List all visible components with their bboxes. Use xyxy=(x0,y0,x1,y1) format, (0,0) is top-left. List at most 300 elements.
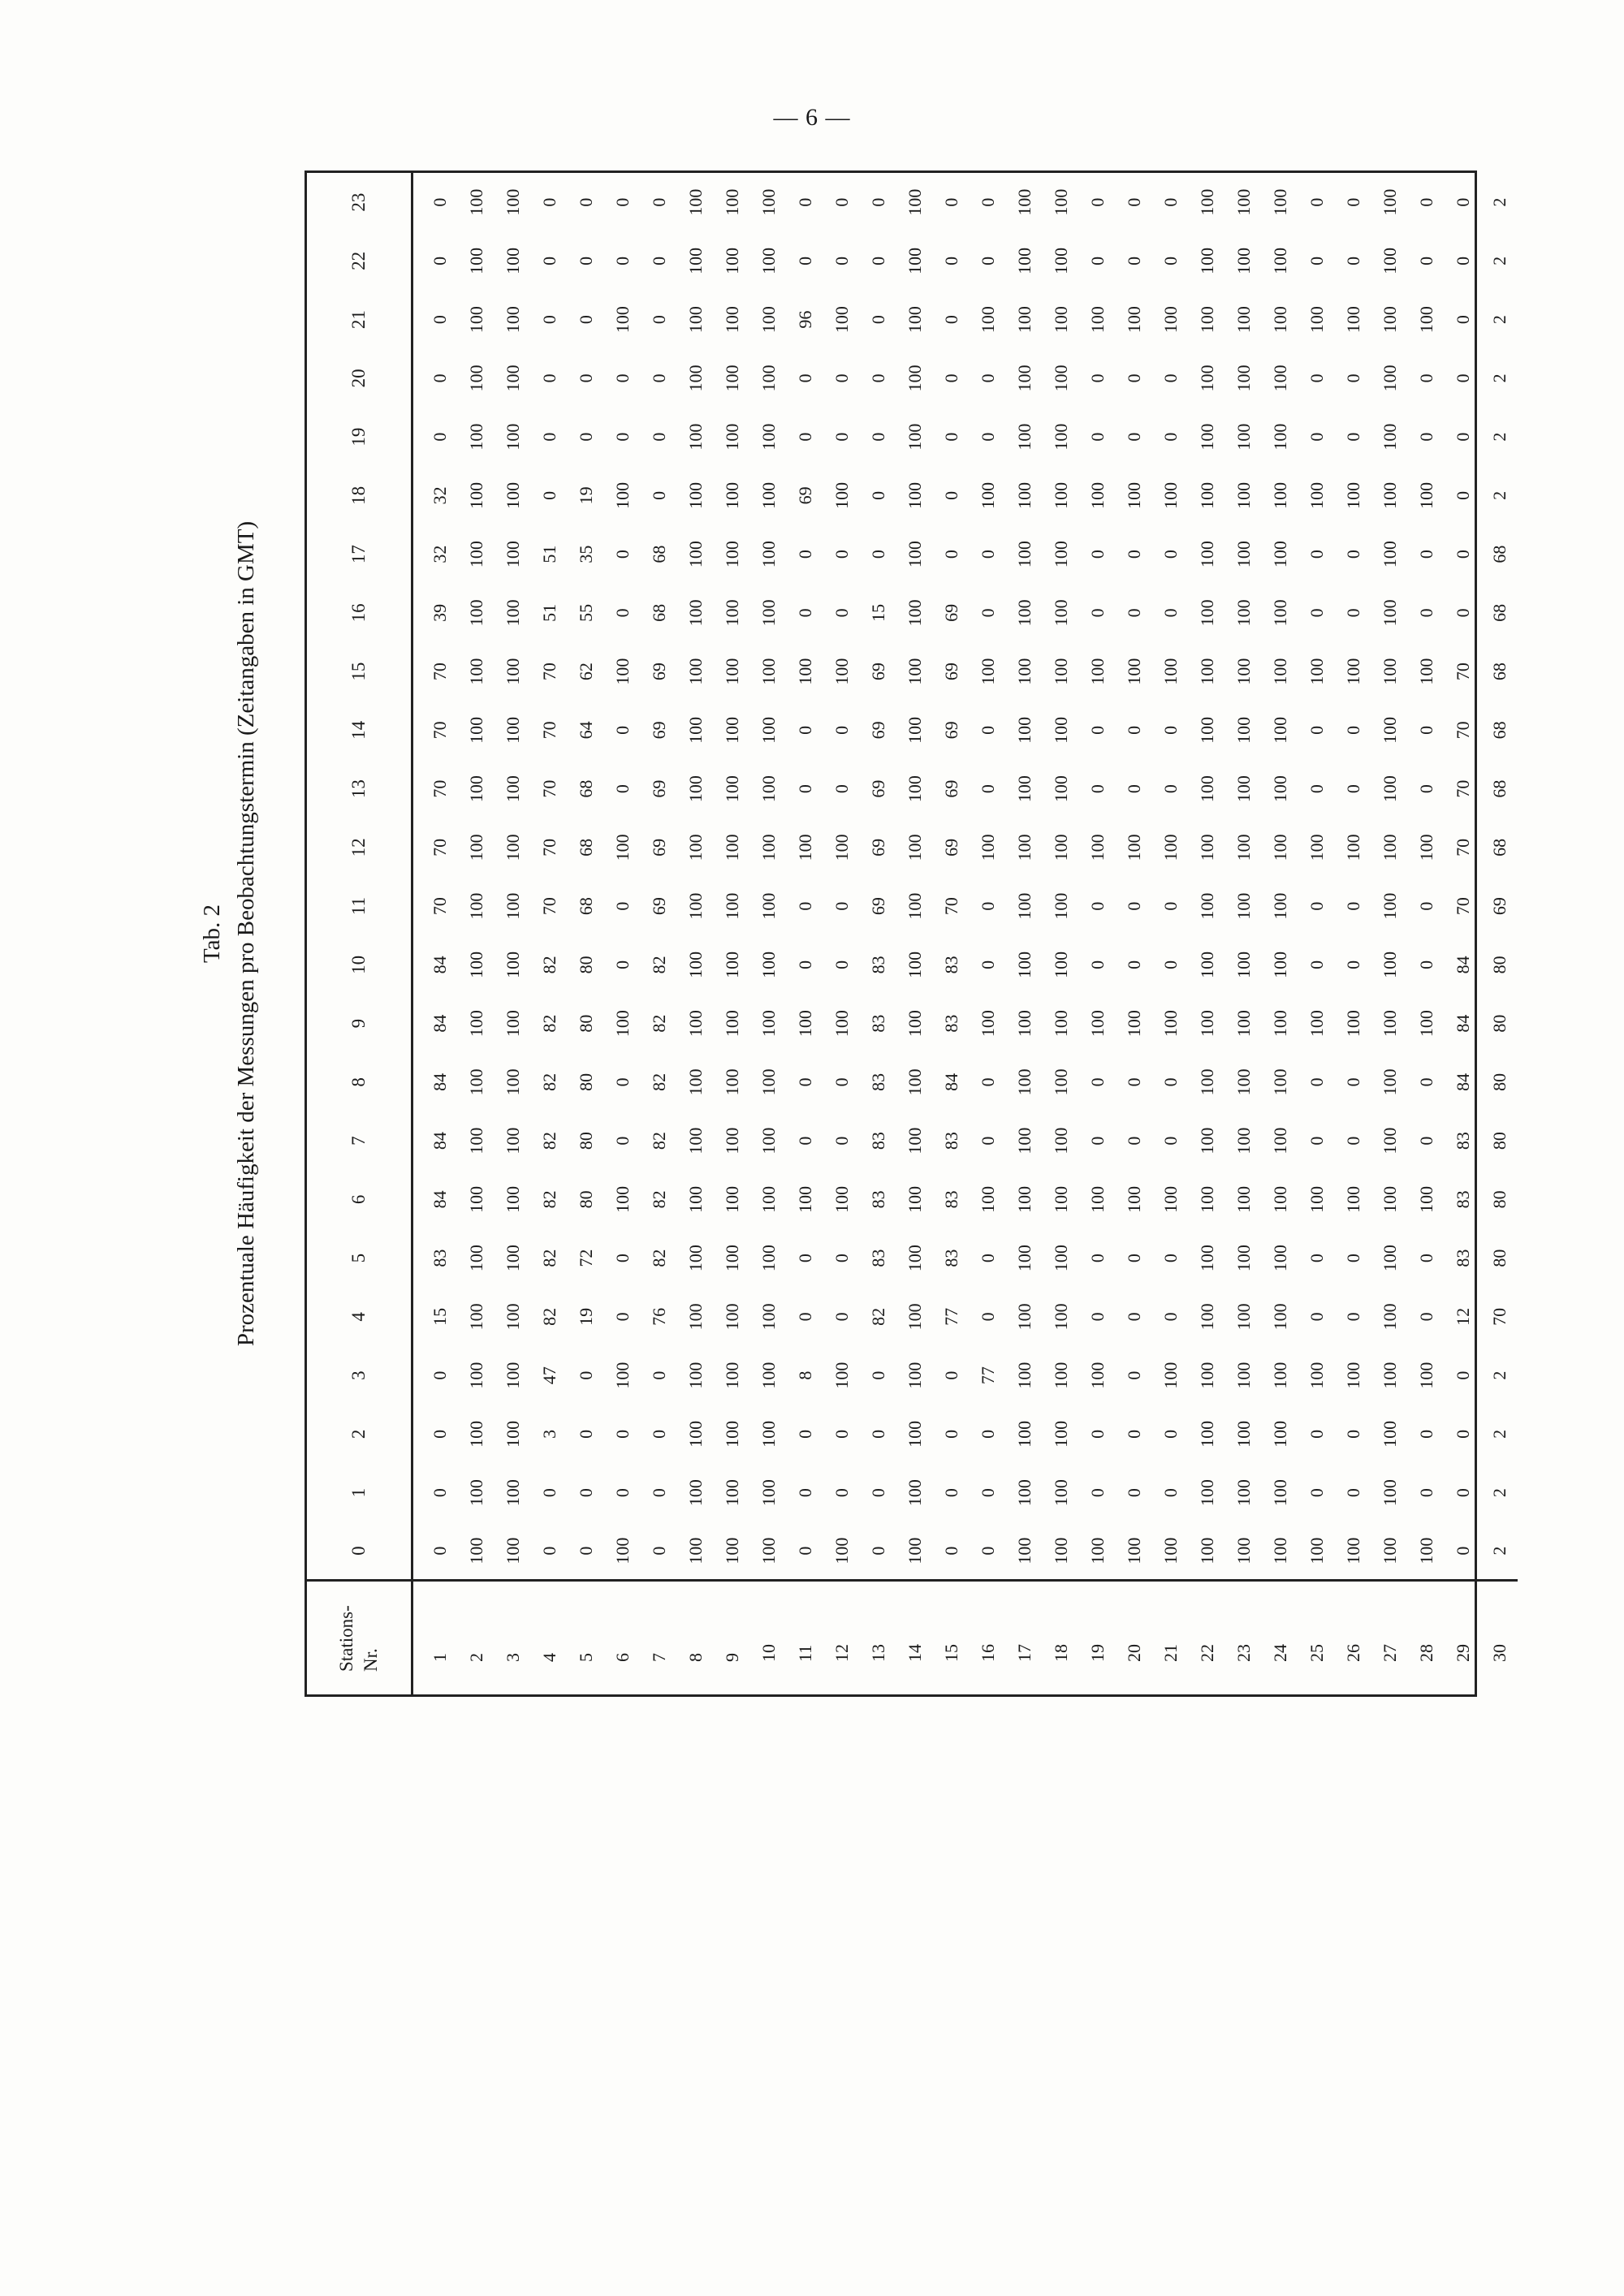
value-cell: 83 xyxy=(868,1014,888,1033)
value-cell: 0 xyxy=(1453,432,1473,442)
value-cell: 0 xyxy=(1124,1488,1144,1498)
value-cell: 100 xyxy=(1343,1010,1363,1038)
hour-header-14: 14 xyxy=(307,701,412,759)
station-number-cell: 1 xyxy=(412,1581,459,1694)
value-cell: 0 xyxy=(1416,1488,1436,1498)
value-cell: 0 xyxy=(1160,1312,1181,1322)
value-cell: 100 xyxy=(1014,1185,1034,1213)
value-cell: 100 xyxy=(1380,658,1400,685)
value-cell: 100 xyxy=(905,1185,925,1213)
value-cell: 100 xyxy=(1051,775,1071,803)
value-cell: 100 xyxy=(1233,365,1254,392)
value-cell: 100 xyxy=(978,306,998,334)
value-cell: 100 xyxy=(1160,1185,1181,1213)
value-cell: 69 xyxy=(868,779,888,798)
value-cell: 80 xyxy=(576,1072,596,1091)
value-cell: 0 xyxy=(978,1429,998,1439)
value-cell: 100 xyxy=(1270,365,1290,392)
value-cell: 0 xyxy=(868,550,888,559)
station-number-cell: 17 xyxy=(1006,1581,1043,1694)
table-row xyxy=(1152,173,1189,1694)
value-cell: 0 xyxy=(831,432,852,442)
value-cell: 100 xyxy=(1197,1010,1217,1038)
value-cell: 100 xyxy=(1014,834,1034,861)
value-cell: 100 xyxy=(1380,775,1400,803)
station-number-cell: 16 xyxy=(970,1581,1006,1694)
value-cell: 0 xyxy=(1343,901,1363,911)
value-cell: 100 xyxy=(503,775,523,803)
value-cell: 84 xyxy=(1453,1014,1473,1033)
value-cell: 100 xyxy=(1380,1303,1400,1331)
value-cell: 100 xyxy=(1014,716,1034,744)
value-cell: 0 xyxy=(649,490,669,500)
value-cell: 100 xyxy=(905,892,925,920)
value-cell: 70 xyxy=(430,779,450,798)
value-cell: 0 xyxy=(1160,256,1181,265)
value-cell: 70 xyxy=(1453,721,1473,740)
table-header-row xyxy=(307,173,412,1694)
value-cell: 0 xyxy=(1124,432,1144,442)
value-cell: 0 xyxy=(1124,901,1144,911)
value-cell: 0 xyxy=(612,1429,633,1439)
value-cell: 100 xyxy=(795,658,815,685)
value-cell: 100 xyxy=(758,951,779,978)
value-cell: 0 xyxy=(612,1254,633,1263)
value-cell: 100 xyxy=(1160,481,1181,509)
value-cell: 100 xyxy=(905,599,925,627)
value-cell: 0 xyxy=(430,373,450,383)
value-cell: 100 xyxy=(1014,541,1034,568)
value-cell: 100 xyxy=(1380,892,1400,920)
value-cell: 0 xyxy=(1160,960,1181,969)
value-cell: 0 xyxy=(1343,1488,1363,1498)
value-cell: 100 xyxy=(1087,658,1108,685)
value-cell: 100 xyxy=(1197,247,1217,274)
hour-header-11: 11 xyxy=(307,877,412,935)
value-cell: 0 xyxy=(1307,256,1327,265)
value-cell: 100 xyxy=(831,1537,852,1564)
table-row xyxy=(1445,173,1481,1694)
value-cell: 100 xyxy=(1197,365,1217,392)
value-cell: 0 xyxy=(1416,1429,1436,1439)
value-cell: 100 xyxy=(685,1010,706,1038)
value-cell: 0 xyxy=(795,608,815,618)
value-cell: 12 xyxy=(1453,1307,1473,1326)
hour-header-3: 3 xyxy=(307,1346,412,1405)
value-cell: 80 xyxy=(1489,1132,1510,1150)
value-cell: 2 xyxy=(1489,256,1510,265)
value-cell: 84 xyxy=(941,1072,961,1091)
value-cell: 100 xyxy=(758,658,779,685)
value-cell: 51 xyxy=(539,545,559,563)
value-cell: 100 xyxy=(1380,365,1400,392)
value-cell: 0 xyxy=(576,432,596,442)
value-cell: 0 xyxy=(430,256,450,265)
value-cell: 100 xyxy=(612,658,633,685)
table-row xyxy=(1189,173,1225,1694)
value-cell: 100 xyxy=(758,1245,779,1272)
value-cell: 0 xyxy=(1160,1254,1181,1263)
value-cell: 0 xyxy=(1343,550,1363,559)
value-cell: 100 xyxy=(758,1420,779,1448)
value-cell: 100 xyxy=(1124,481,1144,509)
hour-header-18: 18 xyxy=(307,466,412,524)
value-cell: 0 xyxy=(1124,373,1144,383)
value-cell: 100 xyxy=(1051,599,1071,627)
value-cell: 100 xyxy=(1014,1068,1034,1096)
value-cell: 100 xyxy=(1014,188,1034,216)
value-cell: 0 xyxy=(576,315,596,325)
value-cell: 0 xyxy=(941,1488,961,1498)
value-cell: 0 xyxy=(978,197,998,207)
value-cell: 100 xyxy=(1416,658,1436,685)
station-number-cell: 14 xyxy=(896,1581,933,1694)
value-cell: 100 xyxy=(1014,1303,1034,1331)
value-cell: 0 xyxy=(1087,550,1108,559)
value-cell: 100 xyxy=(1197,1127,1217,1154)
value-cell: 0 xyxy=(941,315,961,325)
value-cell: 0 xyxy=(831,1136,852,1146)
value-cell: 100 xyxy=(1343,1537,1363,1564)
value-cell: 100 xyxy=(722,541,742,568)
station-number-cell: 21 xyxy=(1152,1581,1189,1694)
value-cell: 0 xyxy=(430,315,450,325)
table-row xyxy=(714,173,750,1694)
value-cell: 100 xyxy=(1343,658,1363,685)
value-cell: 0 xyxy=(1087,373,1108,383)
station-number-cell: 28 xyxy=(1408,1581,1445,1694)
value-cell: 0 xyxy=(978,1546,998,1556)
value-cell: 100 xyxy=(503,1127,523,1154)
value-cell: 100 xyxy=(722,1068,742,1096)
value-cell: 100 xyxy=(685,716,706,744)
value-cell: 100 xyxy=(1197,1185,1217,1213)
value-cell: 100 xyxy=(1014,481,1034,509)
value-cell: 100 xyxy=(1270,1068,1290,1096)
value-cell: 0 xyxy=(1160,1429,1181,1439)
table-row xyxy=(1481,173,1518,1694)
value-cell: 100 xyxy=(1051,1245,1071,1272)
value-cell: 100 xyxy=(1014,1537,1034,1564)
value-cell: 100 xyxy=(1270,1245,1290,1272)
table-row xyxy=(568,173,604,1694)
value-cell: 100 xyxy=(978,481,998,509)
station-number-cell: 25 xyxy=(1298,1581,1335,1694)
value-cell: 0 xyxy=(1087,901,1108,911)
value-cell: 100 xyxy=(1197,1479,1217,1507)
value-cell: 82 xyxy=(539,1190,559,1209)
value-cell: 68 xyxy=(576,897,596,916)
value-cell: 32 xyxy=(430,486,450,505)
value-cell: 100 xyxy=(905,1010,925,1038)
hour-header-1: 1 xyxy=(307,1464,412,1522)
value-cell: 0 xyxy=(795,725,815,735)
value-cell: 0 xyxy=(978,901,998,911)
value-cell: 100 xyxy=(1270,1185,1290,1213)
value-cell: 100 xyxy=(1124,1185,1144,1213)
value-cell: 0 xyxy=(941,1546,961,1556)
value-cell: 100 xyxy=(722,188,742,216)
value-cell: 100 xyxy=(1233,775,1254,803)
value-cell: 0 xyxy=(795,1077,815,1087)
value-cell: 0 xyxy=(831,1312,852,1322)
value-cell: 0 xyxy=(868,197,888,207)
value-cell: 100 xyxy=(1233,1420,1254,1448)
value-cell: 100 xyxy=(1270,834,1290,861)
station-number-cell: 30 xyxy=(1481,1581,1518,1694)
value-cell: 100 xyxy=(466,658,486,685)
value-cell: 100 xyxy=(685,481,706,509)
value-cell: 0 xyxy=(1416,1312,1436,1322)
value-cell: 100 xyxy=(1197,834,1217,861)
value-cell: 100 xyxy=(466,1245,486,1272)
value-cell: 100 xyxy=(1270,247,1290,274)
station-number-cell: 5 xyxy=(568,1581,604,1694)
value-cell: 100 xyxy=(758,306,779,334)
value-cell: 0 xyxy=(1416,550,1436,559)
hour-header-23: 23 xyxy=(307,173,412,231)
value-cell: 83 xyxy=(941,956,961,974)
value-cell: 100 xyxy=(1233,188,1254,216)
value-cell: 8 xyxy=(795,1370,815,1380)
value-cell: 100 xyxy=(1160,658,1181,685)
value-cell: 70 xyxy=(539,838,559,857)
value-cell: 100 xyxy=(685,892,706,920)
station-number-cell: 2 xyxy=(458,1581,495,1694)
value-cell: 100 xyxy=(905,1303,925,1331)
value-cell: 55 xyxy=(576,603,596,622)
value-cell: 39 xyxy=(430,603,450,622)
table-caption xyxy=(195,170,292,1697)
value-cell: 100 xyxy=(1233,951,1254,978)
value-cell: 80 xyxy=(576,1190,596,1209)
value-cell: 100 xyxy=(1051,1068,1071,1096)
value-cell: 100 xyxy=(466,1479,486,1507)
value-cell: 100 xyxy=(1014,892,1034,920)
value-cell: 0 xyxy=(649,256,669,265)
value-cell: 100 xyxy=(466,951,486,978)
table-row xyxy=(604,173,641,1694)
value-cell: 0 xyxy=(795,1312,815,1322)
value-cell: 100 xyxy=(722,716,742,744)
value-cell: 100 xyxy=(466,188,486,216)
station-header-line-2: Nr. xyxy=(361,1648,381,1672)
value-cell: 100 xyxy=(905,423,925,451)
value-cell: 100 xyxy=(1087,834,1108,861)
value-cell: 100 xyxy=(978,658,998,685)
value-cell: 2 xyxy=(1489,1546,1510,1556)
table-row xyxy=(896,173,933,1694)
value-cell: 100 xyxy=(1233,481,1254,509)
value-cell: 0 xyxy=(539,373,559,383)
value-cell: 0 xyxy=(978,784,998,794)
value-cell: 100 xyxy=(1270,423,1290,451)
table-title: Prozentuale Häufigkeit der Messungen pro Beobachtungstermin (Zeitangaben in GMT) xyxy=(233,520,259,1347)
value-cell: 0 xyxy=(576,1370,596,1380)
value-cell: 100 xyxy=(722,1420,742,1448)
station-number-cell: 12 xyxy=(823,1581,860,1694)
value-cell: 100 xyxy=(1197,658,1217,685)
value-cell: 68 xyxy=(576,838,596,857)
value-cell: 100 xyxy=(831,658,852,685)
value-cell: 100 xyxy=(1270,599,1290,627)
value-cell: 83 xyxy=(941,1132,961,1150)
value-cell: 83 xyxy=(868,956,888,974)
value-cell: 0 xyxy=(1416,784,1436,794)
value-cell: 70 xyxy=(430,838,450,857)
value-cell: 100 xyxy=(503,1537,523,1564)
station-number-cell: 10 xyxy=(750,1581,787,1694)
value-cell: 100 xyxy=(503,1420,523,1448)
value-cell: 0 xyxy=(576,1488,596,1498)
value-cell: 0 xyxy=(649,432,669,442)
value-cell: 2 xyxy=(1489,1370,1510,1380)
value-cell: 100 xyxy=(758,1479,779,1507)
table-row xyxy=(1335,173,1371,1694)
value-cell: 0 xyxy=(1453,315,1473,325)
value-cell: 100 xyxy=(722,423,742,451)
value-cell: 100 xyxy=(758,716,779,744)
value-cell: 100 xyxy=(1051,892,1071,920)
table-row xyxy=(1371,173,1408,1694)
value-cell: 100 xyxy=(905,658,925,685)
value-cell: 0 xyxy=(1160,1077,1181,1087)
value-cell: 100 xyxy=(831,834,852,861)
value-cell: 100 xyxy=(1124,658,1144,685)
value-cell: 100 xyxy=(1416,1185,1436,1213)
value-cell: 0 xyxy=(868,315,888,325)
value-cell: 70 xyxy=(430,897,450,916)
value-cell: 0 xyxy=(1160,373,1181,383)
value-cell: 0 xyxy=(1124,608,1144,618)
value-cell: 100 xyxy=(503,306,523,334)
value-cell: 69 xyxy=(795,486,815,505)
value-cell: 3 xyxy=(539,1429,559,1439)
value-cell: 100 xyxy=(1051,541,1071,568)
value-cell: 0 xyxy=(831,608,852,618)
value-cell: 0 xyxy=(539,315,559,325)
value-cell: 0 xyxy=(831,784,852,794)
value-cell: 100 xyxy=(466,423,486,451)
station-number-cell: 26 xyxy=(1335,1581,1371,1694)
value-cell: 0 xyxy=(1343,197,1363,207)
value-cell: 0 xyxy=(1160,725,1181,735)
value-cell: 0 xyxy=(868,432,888,442)
value-cell: 0 xyxy=(576,256,596,265)
value-cell: 100 xyxy=(758,541,779,568)
value-cell: 100 xyxy=(1270,306,1290,334)
value-cell: 0 xyxy=(1307,197,1327,207)
value-cell: 100 xyxy=(1380,1537,1400,1564)
value-cell: 100 xyxy=(685,247,706,274)
value-cell: 100 xyxy=(1197,481,1217,509)
value-cell: 0 xyxy=(1307,960,1327,969)
value-cell: 0 xyxy=(1343,1077,1363,1087)
station-number-cell: 4 xyxy=(531,1581,568,1694)
value-cell: 100 xyxy=(466,247,486,274)
hour-header-13: 13 xyxy=(307,760,412,818)
table-row xyxy=(412,173,459,1694)
value-cell: 100 xyxy=(831,481,852,509)
value-cell: 100 xyxy=(1307,1362,1327,1389)
value-cell: 100 xyxy=(612,1362,633,1389)
value-cell: 0 xyxy=(1416,1077,1436,1087)
value-cell: 0 xyxy=(978,373,998,383)
value-cell: 100 xyxy=(1270,1420,1290,1448)
value-cell: 100 xyxy=(905,365,925,392)
value-cell: 80 xyxy=(576,1014,596,1033)
value-cell: 69 xyxy=(941,779,961,798)
value-cell: 100 xyxy=(1014,951,1034,978)
value-cell: 100 xyxy=(1197,423,1217,451)
hour-header-16: 16 xyxy=(307,584,412,642)
hour-header-5: 5 xyxy=(307,1229,412,1288)
value-cell: 0 xyxy=(1124,197,1144,207)
station-number-cell: 27 xyxy=(1371,1581,1408,1694)
value-cell: 100 xyxy=(1307,306,1327,334)
value-cell: 0 xyxy=(430,1546,450,1556)
value-cell: 0 xyxy=(1160,197,1181,207)
value-cell: 100 xyxy=(1307,658,1327,685)
table-row xyxy=(970,173,1006,1694)
value-cell: 100 xyxy=(1270,658,1290,685)
value-cell: 0 xyxy=(1416,373,1436,383)
value-cell: 100 xyxy=(1270,1010,1290,1038)
value-cell: 100 xyxy=(1270,1362,1290,1389)
value-cell: 100 xyxy=(905,1362,925,1389)
value-cell: 0 xyxy=(831,960,852,969)
value-cell: 68 xyxy=(1489,662,1510,681)
value-cell: 100 xyxy=(1014,423,1034,451)
value-cell: 0 xyxy=(430,1370,450,1380)
value-cell: 0 xyxy=(1160,1488,1181,1498)
value-cell: 100 xyxy=(1051,951,1071,978)
value-cell: 0 xyxy=(1453,608,1473,618)
station-header-line-1: Stations- xyxy=(336,1605,356,1672)
value-cell: 69 xyxy=(868,721,888,740)
value-cell: 0 xyxy=(612,608,633,618)
hour-header-8: 8 xyxy=(307,1053,412,1111)
value-cell: 100 xyxy=(905,306,925,334)
value-cell: 83 xyxy=(941,1014,961,1033)
value-cell: 0 xyxy=(978,960,998,969)
value-cell: 100 xyxy=(1307,481,1327,509)
value-cell: 100 xyxy=(503,1245,523,1272)
value-cell: 100 xyxy=(1051,834,1071,861)
value-cell: 2 xyxy=(1489,197,1510,207)
value-cell: 100 xyxy=(758,247,779,274)
value-cell: 70 xyxy=(941,897,961,916)
value-cell: 100 xyxy=(1380,1127,1400,1154)
value-cell: 100 xyxy=(905,188,925,216)
value-cell: 0 xyxy=(1087,1254,1108,1263)
value-cell: 0 xyxy=(1416,901,1436,911)
station-number-cell: 18 xyxy=(1043,1581,1079,1694)
value-cell: 0 xyxy=(1307,550,1327,559)
value-cell: 35 xyxy=(576,545,596,563)
value-cell: 100 xyxy=(503,188,523,216)
value-cell: 100 xyxy=(758,1362,779,1389)
value-cell: 84 xyxy=(430,1190,450,1209)
value-cell: 0 xyxy=(978,608,998,618)
value-cell: 100 xyxy=(466,1420,486,1448)
value-cell: 2 xyxy=(1489,315,1510,325)
value-cell: 0 xyxy=(1160,901,1181,911)
value-cell: 69 xyxy=(649,897,669,916)
value-cell: 100 xyxy=(503,423,523,451)
value-cell: 70 xyxy=(539,721,559,740)
value-cell: 100 xyxy=(722,1245,742,1272)
